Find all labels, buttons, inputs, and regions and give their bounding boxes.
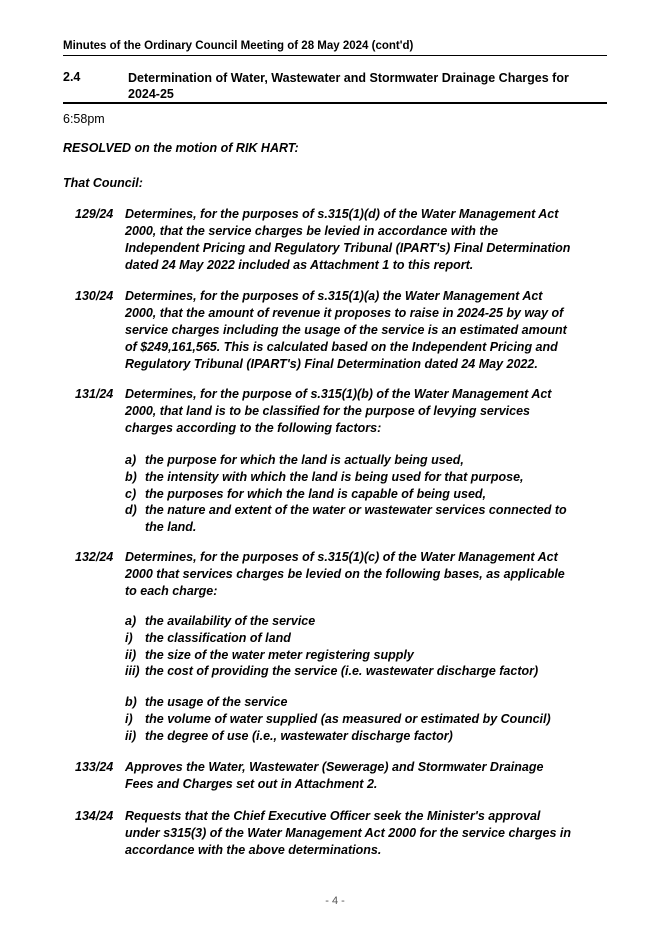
resolution-number: 134/24: [75, 809, 114, 823]
resolution-text: Requests that the Chief Executive Officer seek the Minister's approval under s315(3) of the Water Management Act 2000 for the service charges in accordance with the above determinations.: [125, 809, 571, 857]
list-item: d) the nature and extent of the water or wastewater services connected to the land.: [125, 503, 567, 535]
page-number: - 4 -: [325, 895, 345, 907]
usage-list: [125, 694, 575, 744]
resolution-number: 132/24: [75, 550, 114, 564]
resolution-133: [63, 759, 573, 793]
list-item: i) the classification of land: [125, 630, 291, 645]
availability-list: [125, 613, 575, 680]
resolution-number: 131/24: [75, 387, 114, 401]
meeting-time: 6:58pm: [63, 112, 105, 126]
item-title: Determination of Water, Wastewater and Stormwater Drainage Charges for 2024-25: [128, 71, 569, 101]
resolution-131: [63, 386, 573, 437]
resolution-text: Determines, for the purpose of s.315(1)(b) of the Water Management Act 2000, that land is to be classified for the purpose of levying services charges according to the following factors:: [125, 387, 552, 435]
list-item: b) the usage of the service: [125, 695, 288, 709]
list-item: b) the intensity with which the land is being used for that purpose,: [125, 469, 524, 484]
list-item: ii) the degree of use (i.e., wastewater discharge factor): [125, 728, 453, 743]
resolution-text: Determines, for the purposes of s.315(1)(a) the Water Management Act 2000, that the amount of revenue it proposes to raise in 2024-25 by way of service charges including the usage of the service is an estimated amount of $249,161,565. This is calculated based on the Independent Pricing and Regulatory Tribunal (IPART's) Final Determination dated 24 May 2022.: [125, 289, 567, 371]
list-item: ii) the size of the water meter registering supply: [125, 647, 414, 662]
list-item: a) the availability of the service: [125, 614, 316, 628]
resolution-number: 130/24: [75, 289, 114, 303]
list-item: i) the volume of water supplied (as measured or estimated by Council): [125, 711, 551, 726]
resolution-number: 133/24: [75, 760, 114, 774]
list-item: iii) the cost of providing the service (i.e. wastewater discharge factor): [125, 664, 539, 679]
resolution-number: 129/24: [75, 207, 114, 221]
header-rule: [63, 55, 607, 56]
resolution-text: Approves the Water, Wastewater (Sewerage) and Stormwater Drainage Fees and Charges set out in Attachment 2.: [125, 760, 544, 791]
that-council: That Council:: [63, 176, 143, 190]
land-factors-list: [125, 452, 575, 536]
resolution-129: [63, 206, 573, 274]
resolution-text: Determines, for the purposes of s.315(1)(c) of the Water Management Act 2000 that services charges be levied on the following bases, as applicable to each charge:: [125, 550, 565, 598]
page-header: Minutes of the Ordinary Council Meeting of 28 May 2024 (cont'd): [63, 40, 414, 52]
resolution-134: [63, 808, 573, 859]
list-item: c) the purposes for which the land is capable of being used,: [125, 486, 487, 501]
resolution-text: Determines, for the purposes of s.315(1)(d) of the Water Management Act 2000, that the service charges be levied in accordance with the Independent Pricing and Regulatory Tribunal (IPART's) Final Determination dated 24 May 2022 included as Attachment 1 to this report.: [125, 207, 571, 272]
list-item: a) the purpose for which the land is actually being used,: [125, 453, 464, 467]
resolution-130: [63, 288, 573, 373]
title-rule: [63, 102, 607, 104]
item-number: 2.4: [63, 70, 81, 84]
resolved-line: RESOLVED on the motion of RIK HART:: [63, 141, 299, 155]
resolution-132: [63, 549, 573, 600]
